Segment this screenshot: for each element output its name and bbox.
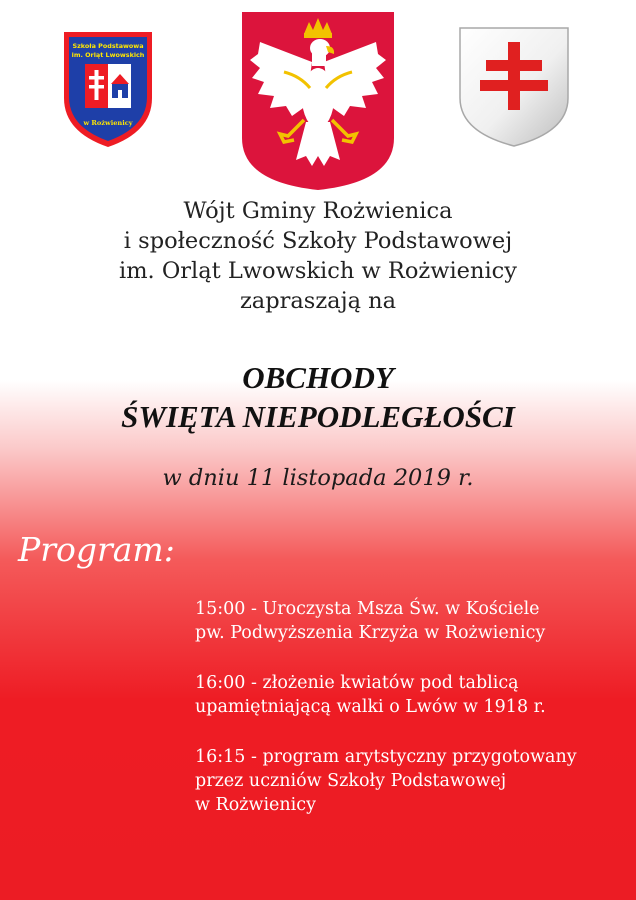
school-crest-text-2: im. Orląt Lwowskich xyxy=(71,51,145,59)
program-item-line: pw. Podwyższenia Krzyża w Rożwienicy xyxy=(195,623,546,643)
program-heading: Program: xyxy=(18,530,175,569)
event-title-line: ŚWIĘTA NIEPODLEGŁOŚCI xyxy=(121,399,515,434)
program-item xyxy=(195,745,625,817)
intro-text xyxy=(0,196,636,316)
event-title-line: OBCHODY xyxy=(242,360,394,395)
intro-line: im. Orląt Lwowskich w Rożwienicy xyxy=(119,258,517,284)
program-list xyxy=(195,597,625,843)
event-date: w dniu 11 listopada 2019 r. xyxy=(162,465,474,491)
polish-eagle-icon xyxy=(240,10,396,192)
gmina-crest-icon xyxy=(456,24,572,148)
program-item-line: 16:15 - program arytstyczny przygotowany xyxy=(195,747,577,767)
program-item xyxy=(195,671,625,719)
intro-line: i społeczność Szkoły Podstawowej xyxy=(123,228,513,254)
emblems-row xyxy=(0,0,636,200)
intro-line: zapraszają na xyxy=(239,288,397,314)
program-item-line: w Rożwienicy xyxy=(195,795,316,815)
program-item-line: 15:00 - Uroczysta Msza Św. w Kościele xyxy=(195,599,540,619)
school-crest-icon xyxy=(58,28,158,150)
school-crest-text-3: w Rożwienicy xyxy=(83,119,133,127)
program-item-line: przez uczniów Szkoły Podstawowej xyxy=(195,771,507,791)
event-title xyxy=(0,358,636,436)
program-item-line: upamiętniającą walki o Lwów w 1918 r. xyxy=(195,697,546,717)
intro-line: Wójt Gminy Rożwienica xyxy=(183,198,453,224)
school-crest-text-1: Szkoła Podstawowa xyxy=(72,42,144,50)
program-item xyxy=(195,597,625,645)
program-item-line: 16:00 - złożenie kwiatów pod tablicą xyxy=(195,673,519,693)
